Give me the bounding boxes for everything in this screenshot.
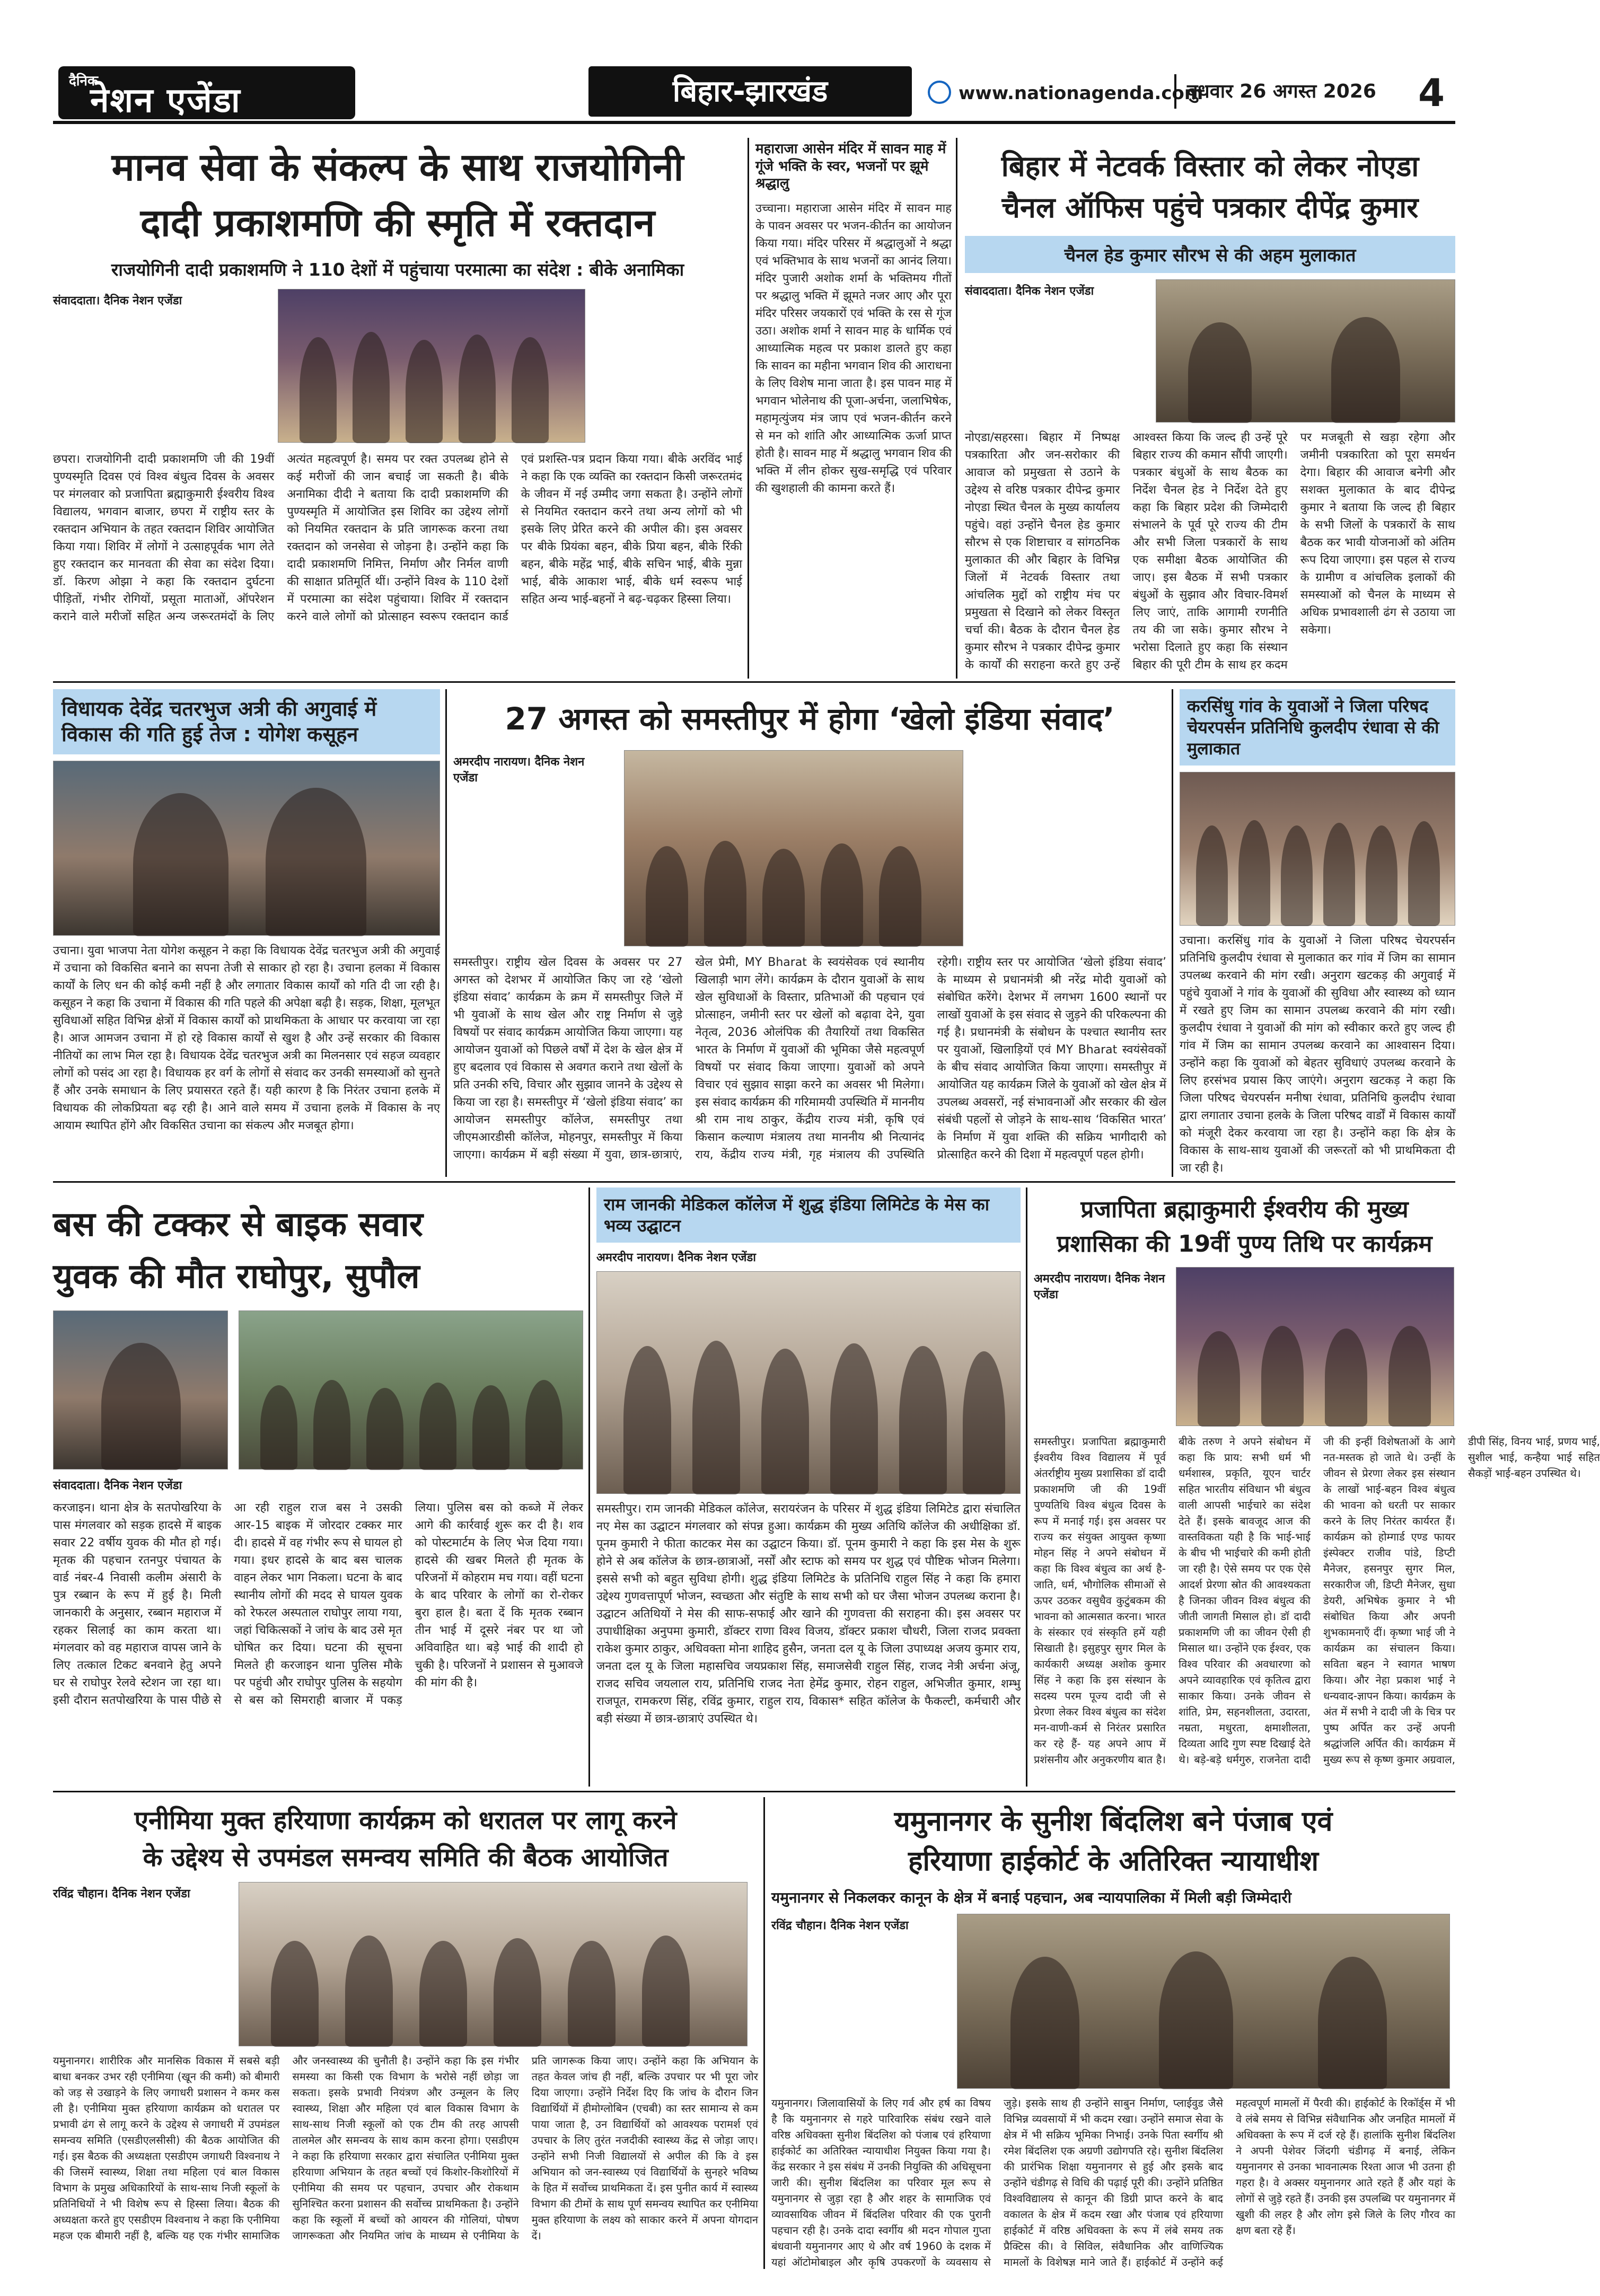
row-divider [53,1181,1455,1183]
globe-icon [928,81,951,104]
article-body: उचाना। युवा भाजपा नेता योगेश कसूहन ने कहा कि विधायक देवेंद्र चतरभुज अत्री की अगुवाई में उचाना को विकसित बनाने का सपना तेजी से साकार हो रहा है। उचाना हलका में विकास कार्यों के लिए धन की कोई कमी नहीं है और लगातार विकास कार्यों को गति दी जा रही है। कसूहन ने कहा कि उचाना में विकास की गति पहले की अपेक्षा बढ़ी है। सड़क, शिक्षा, मूलभूत सुविधाओं सहित विभिन्न क्षेत्रों में विकास कार्यों को प्राथमिकता के आधार पर करवाया जा रहा है। आज आमजन उचाना में हो रहे विकास कार्यों से खुश है और उन्हें सरकार की विकास नीतियों का लाभ मिल रहा है। विधायक देवेंद्र चतरभुज अत्री का मिलनसार एवं सहज व्यवहार लोगों को पसंद आ रहा है। विधायक हर वर्ग के लोगों से संवाद कर उनकी समस्याओं को सुनते हैं और उनके समाधान के लिए प्रयासरत रहते हैं। यही कारण है कि निरंतर उचाना हलके में विधायक की लोकप्रियता बढ़ रही है। आने वाले समय में उचाना हलके में विकास के नए आयाम स्थापित होंगे और विकसित उचाना का संकल्प और मजबूत होगा। [53,944,440,1132]
page-number: 4 [1418,71,1445,115]
article-photo [957,1914,1450,2089]
article-headline: दादी प्रकाशमणि की स्मृति में रक्तदान [140,200,655,245]
article-sawan [755,140,952,676]
article-headline: युवक की मौत राघोपुर, सुपौल [53,1257,420,1296]
article-body: उच्चाना। महाराजा आसेन मंदिर में सावन माह के पावन अवसर पर भजन-कीर्तन का आयोजन किया गया। मंदिर परिसर में श्रद्धालुओं ने श्रद्धा एवं भक्तिभाव के साथ भजनों का आनंद लिया। मंदिर पुजारी अशोक शर्मा के भक्तिमय गीतों पर श्रद्धालु भक्ति में झूमते नजर आए और पूरा मंदिर परिसर जयकारों एवं भक्ति के रस से गूंज उठा। अशोक शर्मा ने सावन माह के धार्मिक एवं आध्यात्मिक महत्व पर प्रकाश डालते हुए कहा कि सावन का महीना भगवान शिव की आराधना के लिए विशेष माना जाता है। इस पावन माह में भगवान भोलेनाथ की पूजा-अर्चना, जलाभिषेक, महामृत्युंजय मंत्र जाप एवं भजन-कीर्तन करने से मन को शांति और आध्यात्मिक ऊर्जा प्राप्त होती है। सावन माह में श्रद्धालु भगवान शिव की भक्ति में लीन होकर सुख-समृद्धि एवं परिवार की खुशहाली की कामना करते हैं। [755,201,952,495]
article-body: समस्तीपुर। प्रजापिता ब्रह्माकुमारी ईश्वरीय विश्व विद्यालय में पूर्व अंतर्राष्ट्रीय मुख्य प्रशासिका डॉ दादी प्रकाशमणि जी की 19वीं पुण्यतिथि विश्व बंधुत्व दिवस के रूप में मनाई गई। इस अवसर पर राज्य कर संयुक्त आयुक्त कृष्णा मोहन सिंह ने अपने संबोधन में कहा कि विश्व बंधुत्व का अर्थ है- जाति, धर्म, भौगोलिक सीमाओं से ऊपर उठकर वसुधैव कुटुंबकम की भावना को आत्मसात करना। भारत के संस्कार एवं संस्कृति हमें यही सिखाती है। इसुहपुर सुगर मिल के कार्यकारी अध्यक्ष अशोक कुमार सिंह ने कहा कि इस संस्थान के सदस्य परम पूज्य दादी जी से प्रेरणा लेकर विश्व बंधुत्व का संदेश मन-वाणी-कर्म से निरंतर प्रसारित कर रहे हैं- यह अपने आप में प्रशंसनीय और अनुकरणीय बात है। बीके तरुण ने अपने संबोधन में कहा कि प्राय: सभी धर्म भी धर्मशास्त्र, प्रकृति, यूएन चार्टर सहित भारतीय संविधान भी बंधुत्व वाली आपसी भाईचारे का संदेश देते हैं। इसके बावजूद आज की वास्तविकता यही है कि भाई-भाई के बीच भी भाईचारे की कमी होती जा रही है। ऐसे समय पर एक ऐसे आदर्श प्रेरणा स्रोत की आवश्यकता है जिनका जीवन विश्व बंधुत्व की जीती जागती मिसाल हो। डॉ दादी प्रकाशमणि जी का जीवन ऐसी ही मिसाल था। उन्होंने एक ईश्वर, एक विश्व परिवार की अवधारणा को अपने व्यावहारिक एवं कृतित्व द्वारा साकार किया। उनके जीवन से शांति, प्रेम, सहनशीलता, उदारता, नम्रता, मधुरता, क्षमाशीलता, दिव्यता आदि गुण स्पष्ट दिखाई देते थे। बड़े-बड़े धर्मगुरु, राजनेता दादी जी की इन्हीं विशेषताओं के आगे नत-मस्तक हो जाते थे। उन्हीं के जीवन से प्रेरणा लेकर इस संस्थान के लाखों भाई-बहन विश्व बंधुत्व की भावना को धरती पर साकार करने के लिए निरंतर कार्यरत हैं। कार्यक्रम को होम्गार्ड एण्ड फायर इंस्पेक्टर राजीव पांडे, डिप्टी मैनेजर, हसनपुर सुगर मिल, सरकारीज जी, डिप्टी मैनेजर, सुधा डेयरी, अभिषेक कुमार ने भी संबोधित किया और अपनी शुभकामनाएँ दीं। कृष्णा भाई जी ने कार्यक्रम का संचालन किया। सविता बहन ने स्वागत भाषण किया। और नेहा प्रकाश भाई ने धन्यवाद-ज्ञापन किया। कार्यक्रम के अंत में सभी ने दादी जी के चित्र पर पुष्प अर्पित कर उन्हें अपनी श्रद्धांजलि अर्पित की। कार्यक्रम में मुख्य रूप से कृष्ण कुमार अग्रवाल, डीपी सिंह, विनय भाई, प्रणय भाई, सुशील भाई, कन्हैया भाई सहित सैकड़ों भाई-बहन उपस्थित थे। [1034,1435,1600,1766]
article-headline: करसिंधु गांव के युवाओं ने जिला परिषद चेयरपर्सन प्रतिनिधि कुलदीप रंधावा से की मुलाकात [1180,689,1455,766]
article-body: यमुनानगर। शारीरिक और मानसिक विकास में सबसे बड़ी बाधा बनकर उभर रही एनीमिया (खून की कमी) को बीमारी को जड़ से उखाड़ने के लिए जगाधरी प्रशासन ने कमर कस ली है। एनीमिया मुक्त हरियाणा कार्यक्रम को धरातल पर प्रभावी ढंग से लागू करने के उद्देश्य से जगाधरी में उपमंडल समन्वय समिति (एसडीएलसीसी) की बैठक आयोजित की गई। इस बैठक की अध्यक्षता एसडीएम जगाधरी विश्वनाथ ने की जिसमें स्वास्थ्य, शिक्षा तथा महिला एवं बाल विकास विभाग के प्रमुख अधिकारियों के साथ-साथ निजी स्कूलों के प्रतिनिधियों ने भी विशेष रूप से हिस्सा लिया। बैठक की अध्यक्षता करते हुए एसडीएम विश्वनाथ ने कहा कि एनीमिया महज एक बीमारी नहीं है, बल्कि यह एक गंभीर सामाजिक और जनस्वास्थ्य की चुनौती है। उन्होंने कहा कि इस गंभीर समस्या का किसी एक विभाग के भरोसे नहीं छोड़ा जा सकता। इसके प्रभावी नियंत्रण और उन्मूलन के लिए स्वास्थ्य, शिक्षा और महिला एवं बाल विकास विभाग के साथ-साथ निजी स्कूलों को एक टीम की तरह आपसी तालमेल और समन्वय के साथ काम करना होगा। एसडीएम ने कहा कि हरियाणा सरकार द्वारा संचालित एनीमिया मुक्त हरियाणा अभियान के तहत बच्चों एवं किशोर-किशोरियों में एनीमिया की समय पर पहचान, उपचार और रोकथाम सुनिश्चित करना प्रशासन की सर्वोच्च प्राथमिकता है। उन्होंने कहा कि स्कूलों में बच्चों को आयरन की गोलियां, पोषण जागरूकता और नियमित जांच के माध्यम से एनीमिया के प्रति जागरूक किया जाए। उन्होंने कहा कि अभियान के तहत केवल जांच ही नहीं, बल्कि उपचार पर भी पूरा जोर दिया जाएगा। उन्होंने निर्देश दिए कि जांच के दौरान जिन विद्यार्थियों में हीमोग्लोबिन (एचबी) का स्तर सामान्य से कम पाया जाता है, उन विद्यार्थियों को आवश्यक परामर्श एवं उपचार के लिए तुरंत नजदीकी स्वास्थ्य केंद्र से जोड़ा जाए। उन्होंने सभी निजी विद्यालयों से अपील की कि वे इस अभियान को जन-स्वास्थ्य एवं विद्यार्थियों के सुनहरे भविष्य के हित में सर्वोच्च प्राथमिकता दें। इस पुनीत कार्य में स्वास्थ्य विभाग की टीमों के साथ पूर्ण समन्वय स्थापित कर एनीमिया मुक्त हरियाणा के लक्ष्य को साकार करने में अपना योगदान दें। [53,2054,758,2242]
article-network [965,133,1455,679]
article-photo [624,750,963,946]
column-divider [956,138,957,679]
article-byline: रविंद्र चौहान। दैनिक नेशन एजेंडा [53,1887,190,1901]
column-divider [1026,1187,1027,1787]
article-subhead: यमुनानगर से निकलकर कानून के क्षेत्र में बनाई पहचान, अब न्यायपालिका में मिली बड़ी जिम्मेदारी [771,1889,1291,1906]
article-body: नोएडा/सहरसा। बिहार में निष्पक्ष पत्रकारिता और जन-सरोकार की आवाज को प्रमुखता से उठाने के उद्देश्य से वरिष्ठ पत्रकार दीपेन्द्र कुमार नोएडा स्थित चैनल के मुख्य कार्यालय पहुंचे। वहां उन्होंने चैनल हेड कुमार सौरभ से एक शिष्टाचार व सांगठनिक मुलाकात की और बिहार के विभिन्न जिलों में नेटवर्क विस्तार तथा आंचलिक मुद्दों को राष्ट्रीय मंच पर प्रमुखता से दिखाने को लेकर विस्तृत चर्चा की। बैठक के दौरान चैनल हेड कुमार सौरभ ने पत्रकार दीपेन्द्र कुमार के कार्यों की सराहना करते हुए उन्हें आश्वस्त किया कि जल्द ही उन्हें पूरे बिहार राज्य की कमान सौंपी जाएगी। पत्रकार बंधुओं के साथ बैठक का निर्देश चैनल हेड ने निर्देश देते हुए कहा कि बिहार प्रदेश की जिम्मेदारी संभालने के पूर्व पूरे राज्य की टीम और सभी जिला पत्रकारों के साथ एक समीक्षा बैठक आयोजित की जाए। इस बैठक में सभी पत्रकार बंधुओं के सुझाव और विचार-विमर्श लिए जाएं, ताकि आगामी रणनीति तय की जा सके। कुमार सौरभ ने भरोसा दिलाते हुए कहा कि संस्थान बिहार की पूरी टीम के साथ हर कदम पर मजबूती से खड़ा रहेगा और जमीनी पत्रकारिता को पूरा समर्थन देगा। बिहार की आवाज बनेगी और सशक्त मुलाकात के बाद दीपेन्द्र कुमार ने बताया कि जल्द ही बिहार के सभी जिलों के पत्रकारों के साथ बैठक कर भावी योजनाओं को अंतिम रूप दिया जाएगा। इस पहल से राज्य के ग्रामीण व आंचलिक इलाकों की समस्याओं को चैनल के माध्यम से अधिक प्रभावशाली ढंग से उठाया जा सकेगा। [965,431,1455,672]
website-link[interactable]: www.nationagenda.com [959,83,1203,104]
column-divider [763,1797,765,2269]
article-yamunanagar [771,1797,1455,2269]
column-divider [445,689,447,1177]
article-subhead: चैनल हेड कुमार सौरभ से की अहम मुलाकात [965,236,1455,273]
article-headline: महाराजा आसेन मंदिर में सावन माह में गूंजे भक्ति के स्वर, भजनों पर झूमे श्रद्धालु [755,141,946,191]
article-byline: रविंद्र चौहान। दैनिक नेशन एजेंडा [771,1919,909,1932]
article-headline: बस की टक्कर से बाइक सवार [53,1205,423,1244]
article-rajyogini [53,133,742,679]
article-khelo [453,689,1166,1177]
article-headline: 27 अगस्त को समस्तीपुर में होगा ‘खेलो इंडिया संवाद’ [505,701,1115,737]
article-subhead: राजयोगिनी दादी प्रकाशमणि ने 110 देशों में पहुंचाया परमात्मा का संदेश : बीके अनामिका [111,259,684,280]
article-bus [53,1187,583,1787]
article-headline: चैनल ऑफिस पहुंचे पत्रकार दीपेंद्र कुमार [1001,190,1419,224]
article-headline: राम जानकी मेडिकल कॉलेज में शुद्ध इंडिया लिमिटेड के मेस का भव्य उद्घाटन [596,1187,1021,1243]
article-photo [1156,279,1455,423]
logo-small-text: दैनिक [69,73,98,89]
article-photo [1180,772,1455,926]
masthead-rule [53,121,1455,124]
row-divider [53,681,1455,683]
article-body: यमुनानगर। जिलावासियों के लिए गर्व और हर्ष का विषय है कि यमुनानगर से गहरे पारिवारिक संबंध रखने वाले वरिष्ठ अधिवक्ता सुनीश बिंदलिश को पंजाब एवं हरियाणा हाईकोर्ट का अतिरिक्त न्यायाधीश नियुक्त किया गया है। केंद्र सरकार ने इस संबंध में उनकी नियुक्ति की अधिसूचना जारी की। सुनीश बिंदलिश का परिवार मूल रूप से यमुनानगर से जुड़ा रहा है और शहर के सामाजिक एवं व्यावसायिक जीवन में बिंदलिश परिवार की एक पुरानी पहचान रही है। उनके दादा स्वर्गीय श्री मदन गोपाल गुप्ता बंधवानी यमुनानगर आए थे और वर्ष 1960 के दशक में यहां ऑटोमोबाइल और कृषि उपकरणों के व्यवसाय से जुड़े। इसके साथ ही उन्होंने साबुन निर्माण, प्लाईवुड जैसे विभिन्न व्यवसायों में भी कदम रखा। उन्होंने समाज सेवा के क्षेत्र में भी सक्रिय भूमिका निभाई। उनके पिता स्वर्गीय श्री रमेश बिंदलिश एक अग्रणी उद्योगपति रहे। सुनीश बिंदलिश की प्रारंभिक शिक्षा यमुनानगर से हुई और इसके बाद उन्होंने चंडीगढ़ से विधि की पढ़ाई पूरी की। उन्होंने प्रतिष्ठित विश्वविद्यालय से कानून की डिग्री प्राप्त करने के बाद वकालत के क्षेत्र में कदम रखा और पंजाब एवं हरियाणा हाईकोर्ट में वरिष्ठ अधिवक्ता के रूप में लंबे समय तक प्रैक्टिस की। वे सिविल, संवैधानिक और वाणिज्यिक मामलों के विशेषज्ञ माने जाते हैं। हाईकोर्ट में उन्होंने कई महत्वपूर्ण मामलों में पैरवी की। हाईकोर्ट के रिकॉर्ड्स में भी वे लंबे समय से विभिन्न संवैधानिक और जनहित मामलों में अधिवक्ता के रूप में दर्ज रहे हैं। हालांकि सुनीश बिंदलिश ने अपनी पेशेवर जिंदगी चंडीगढ़ में बनाई, लेकिन यमुनानगर से उनका भावनात्मक रिश्ता आज भी उतना ही गहरा है। वे अक्सर यमुनानगर आते रहते हैं और यहां के लोगों से जुड़े रहते हैं। उनकी इस उपलब्धि पर यमुनानगर में खुशी की लहर है और लोग इसे जिले के लिए गौरव का क्षण बता रहे हैं। [771,2097,1455,2268]
article-ramjanki [596,1187,1021,1787]
article-yogesh [53,689,440,1177]
article-photo [53,761,440,936]
article-prajapita [1034,1187,1600,1787]
article-headline: प्रशासिका की 19वीं पुण्य तिथि पर कार्यक्रम [1057,1230,1432,1257]
column-divider [588,1187,590,1787]
article-photo [239,1882,748,2046]
article-karsindhu [1180,689,1455,1177]
article-body: करजाइन। थाना क्षेत्र के सतपोखरिया के पास मंगलवार को सड़क हादसे में बाइक सवार 22 वर्षीय युवक की मौत हो गई। मृतक की पहचान रतनपुर पंचायत के वार्ड नंबर-4 निवासी कलीम अंसारी के पुत्र रब्बान के रूप में हुई है। मिली जानकारी के अनुसार, रब्बान महाराज में रहकर सिलाई का काम करता था। मंगलवार को वह महाराज वापस जाने के लिए तत्काल टिकट बनवाने हेतु अपने घर से राघोपुर रेलवे स्टेशन जा रहा था। इसी दौरान सतपोखरिया के पास पीछे से आ रही राहुल राज बस ने उसकी आर-15 बाइक में जोरदार टक्कर मार दी। हादसे में वह गंभीर रूप से घायल हो गया। इधर हादसे के बाद बस चालक वाहन लेकर भाग निकला। घटना के बाद स्थानीय लोगों की मदद से घायल युवक को रेफरल अस्पताल राघोपुर लाया गया, जहां चिकित्सकों ने जांच के बाद उसे मृत घोषित कर दिया। घटना की सूचना मिलते ही करजाइन थाना पुलिस मौके पर पहुंची और राघोपुर पुलिस के सहयोग से बस को सिमराही बाजार में पकड़ लिया। पुलिस बस को कब्जे में लेकर आगे की कार्रवाई शुरू कर दी है। शव को पोस्टमार्टम के लिए भेज दिया गया। हादसे की खबर मिलते ही मृतक के परिजनों में कोहराम मच गया। वहीं घटना के बाद परिवार के लोगों का रो-रोकर बुरा हाल है। बता दें कि मृतक रब्बान तीन भाई में दूसरे नंबर पर था जो अविवाहित था। बड़े भाई की शादी हो चुकी है। परिजनों ने प्रशासन से मुआवजे की मांग की है। [53,1501,583,1707]
article-headline: एनीमिया मुक्त हरियाणा कार्यक्रम को धरातल पर लागू करने [134,1806,677,1835]
article-photo [53,1310,228,1470]
row-divider [53,1791,1455,1792]
article-anemia [53,1797,758,2269]
article-headline: मानव सेवा के संकल्प के साथ राजयोगिनी [111,145,684,189]
article-headline: यमुनानगर के सुनीश बिंदलिश बने पंजाब एवं [894,1806,1333,1837]
article-byline: अमरदीप नारायण। दैनिक नेशन एजेंडा [1034,1272,1165,1301]
website-block [928,80,1203,106]
article-headline: के उद्देश्य से उपमंडल समन्वय समिति की बैठक आयोजित [143,1843,669,1872]
article-photo [239,1310,583,1470]
article-body: समस्तीपुर। राष्ट्रीय खेल दिवस के अवसर पर 27 अगस्त को देशभर में आयोजित किए जा रहे ‘खेलो इंडिया संवाद’ कार्यक्रम के क्रम में समस्तीपुर जिले में भी युवाओं के साथ खेल और राष्ट्र निर्माण से जुड़े विषयों पर संवाद कार्यक्रम आयोजित किया जाएगा। यह आयोजन युवाओं को पिछले वर्षों में देश के खेल क्षेत्र में हुए बदलाव एवं विकास से अवगत कराने तथा खेलों के प्रति उनकी रुचि, विचार और सुझाव जानने के उद्देश्य से किया जा रहा है। समस्तीपुर में ‘खेलो इंडिया संवाद’ का आयोजन समस्तीपुर कॉलेज, समस्तीपुर तथा जीएमआरडीसी कॉलेज, मोहनपुर, समस्तीपुर में किया जाएगा। कार्यक्रम में बड़ी संख्या में युवा, छात्र-छात्राएं, खेल प्रेमी, MY Bharat के स्वयंसेवक एवं स्थानीय खिलाड़ी भाग लेंगे। कार्यक्रम के दौरान युवाओं के साथ खेल सुविधाओं के विस्तार, प्रतिभाओं की पहचान एवं प्रोत्साहन, जमीनी स्तर पर खेलों को बढ़ावा देने, युवा नेतृत्व, 2036 ओलंपिक की तैयारियों तथा विकसित भारत के निर्माण में युवाओं की भूमिका जैसे महत्वपूर्ण विषयों पर संवाद किया जाएगा। युवाओं को अपने विचार एवं सुझाव साझा करने का अवसर भी मिलेगा। इस संवाद कार्यक्रम की गरिमामयी उपस्थिति में माननीय श्री राम नाथ ठाकुर, केंद्रीय राज्य मंत्री, कृषि एवं किसान कल्याण मंत्रालय तथा माननीय श्री नित्यानंद राय, केंद्रीय राज्य मंत्री, गृह मंत्रालय की उपस्थिति रहेगी। राष्ट्रीय स्तर पर आयोजित ‘खेलो इंडिया संवाद’ के माध्यम से प्रधानमंत्री श्री नरेंद्र मोदी युवाओं को संबोधित करेंगे। देशभर में लगभग 1600 स्थानों पर लाखों युवाओं के इस संवाद से जुड़ने की परिकल्पना की गई है। प्रधानमंत्री के संबोधन के पश्चात स्थानीय स्तर पर युवाओं, खिलाड़ियों एवं MY Bharat स्वयंसेवकों के बीच संवाद आयोजित किया जाएगा। समस्तीपुर में आयोजित यह कार्यक्रम जिले के युवाओं को खेल क्षेत्र में उपलब्ध अवसरों, नई संभावनाओं और सरकार की खेल संबंधी पहलों से जोड़ने के साथ-साथ ‘विकसित भारत’ के निर्माण में युवा शक्ति की सक्रिय भागीदारी को प्रोत्साहित करने की दिशा में महत्वपूर्ण पहल होगी। [453,955,1166,1162]
article-body: उचाना। करसिंधु गांव के युवाओं ने जिला परिषद चेयरपर्सन प्रतिनिधि कुलदीप रंधावा से मुलाकात कर गांव में जिम का सामान उपलब्ध करवाने की मांग रखी। अनुराग खटकड़ की अगुवाई में पहुंचे युवाओं ने गांव के युवाओं की सुविधा और स्वास्थ्य को ध्यान में रखते हुए जिम का सामान उपलब्ध करवाने की मांग रखी। कुलदीप रंधावा ने युवाओं की मांग को स्वीकार करते हुए जल्द ही गांव में जिम का सामान उपलब्ध करवाने का आश्वासन दिया। उन्होंने कहा कि युवाओं को बेहतर सुविधाएं उपलब्ध करवाने के लिए हरसंभव प्रयास किए जाएंगे। अनुराग खटकड़ ने कहा कि जिला परिषद चेयरपर्सन मनीषा रंधावा, प्रतिनिधि कुलदीप रंधावा द्वारा लगातार उचाना हलके के जिला परिषद वार्डों में विकास कार्यों को मंजूरी देकर करवाया जा रहा है। उन्होंने कहा कि क्षेत्र के विकास के साथ-साथ युवाओं की जरूरतों को भी प्राथमिकता दी जा रही है। [1180,934,1455,1175]
newspaper-logo [58,66,355,119]
article-photo [1176,1267,1454,1426]
article-headline: विधायक देवेंद्र चतरभुज अत्री की अगुवाई में विकास की गति हुई तेज : योगेश कसूहन [53,689,440,754]
article-headline: प्रजापिता ब्रह्माकुमारी ईश्वरीय की मुख्य [1080,1196,1409,1223]
article-byline: संवाददाता। दैनिक नेशन एजेंडा [53,1479,182,1492]
article-headline: बिहार में नेटवर्क विस्तार को लेकर नोएडा [1001,149,1419,183]
masthead [0,0,1503,125]
section-title: बिहार-झारखंड [588,66,912,117]
article-byline: संवाददाता। दैनिक नेशन एजेंडा [965,285,1094,298]
issue-date: बुधवार 26 अगस्त 2026 [1174,74,1402,109]
logo-main-text: नेशन एजेंडा [90,81,241,120]
article-photo [278,289,585,443]
article-body: छपरा। राजयोगिनी दादी प्रकाशमणि जी की 19वीं पुण्यस्मृति दिवस एवं विश्व बंधुत्व दिवस के अवसर पर मंगलवार को प्रजापिता ब्रह्माकुमारी ईश्वरीय विश्व विद्यालय, भगवान बाजार, छपरा में राष्ट्रीय स्तर के रक्तदान अभियान के तहत रक्तदान शिविर आयोजित किया गया। शिविर में लोगों ने उत्साहपूर्वक भाग लेते हुए रक्तदान कर मानवता की सेवा का संदेश दिया। डॉ. किरण ओझा ने कहा कि रक्तदान दुर्घटना पीड़ितों, गंभीर रोगियों, प्रसूता माताओं, ऑपरेशन कराने वाले मरीजों सहित अन्य जरूरतमंदों के लिए अत्यंत महत्वपूर्ण है। समय पर रक्त उपलब्ध होने से कई मरीजों की जान बचाई जा सकती है। बीके अनामिका दीदी ने बताया कि दादी प्रकाशमणि की पुण्यस्मृति में आयोजित इस शिविर का उद्देश्य लोगों को नियमित रक्तदान के प्रति जागरूक करना तथा रक्तदान को जनसेवा से जोड़ना है। उन्होंने कहा कि दादी प्रकाशमणि निमित्त, निर्माण और निर्मल वाणी की साक्षात प्रतिमूर्ति थीं। उन्होंने विश्व के 110 देशों में परमात्मा का संदेश पहुंचाया। शिविर में रक्तदान करने वाले लोगों को प्रोत्साहन स्वरूप रक्तदान कार्ड एवं प्रशस्ति-पत्र प्रदान किया गया। बीके अरविंद भाई ने कहा कि एक व्यक्ति का रक्तदान किसी जरूरतमंद के जीवन में नई उम्मीद जगा सकता है। उन्होंने लोगों से नियमित रक्तदान करने तथा अन्य लोगों को भी इसके लिए प्रेरित करने की अपील की। इस अवसर पर बीके प्रियंका बहन, बीके प्रिया बहन, बीके रिंकी बहन, बीके महेंद्र भाई, बीके सचिन भाई, बीके मुन्ना भाई, बीके आकाश भाई, बीके धर्म स्वरूप भाई सहित अन्य भाई-बहनों ने बढ़-चढ़कर हिस्सा लिया। [53,453,742,623]
article-byline: अमरदीप नारायण। दैनिक नेशन एजेंडा [596,1251,756,1264]
article-byline: संवाददाता। दैनिक नेशन एजेंडा [53,294,182,307]
column-divider [1172,689,1173,1177]
article-body: समस्तीपुर। राम जानकी मेडिकल कॉलेज, सरायरंजन के परिसर में शुद्ध इंडिया लिमिटेड द्वारा संचालित नए मेस का उद्घाटन मंगलवार को संपन्न हुआ। कार्यक्रम की मुख्य अतिथि कॉलेज की अधीक्षिका डॉ. पूनम कुमारी ने फीता काटकर मेस का उद्घाटन किया। डॉ. पूनम कुमारी ने कहा कि इस मेस के शुरू होने से अब कॉलेज के छात्र-छात्राओं, नर्सों और स्टाफ को समय पर शुद्ध एवं पौष्टिक भोजन मिलेगा। इससे सभी को बहुत सुविधा होगी। शुद्ध इंडिया लिमिटेड के प्रतिनिधि राहुल सिंह ने कहा कि हमारा उद्देश्य गुणवत्तापूर्ण भोजन, स्वच्छता और संतुष्टि के साथ सभी को घर जैसा भोजन उपलब्ध कराना है। उद्घाटन अतिथियों ने मेस की साफ-सफाई और खाने की गुणवत्ता की सराहना की। इस अवसर पर उपाधीक्षिका अनुपमा कुमारी, डॉक्टर राणा विश्व विजय, डॉक्टर प्रकाश चौधरी, जिला राजद प्रवक्ता राकेश कुमार ठाकुर, अधिवक्ता मोना शाहिद हुसैन, जनता दल यू के जिला उपाध्यक्ष अजय कुमार राय, जनता दल यू के जिला महासचिव जयप्रकाश सिंह, समाजसेवी राहुल सिंह, राजद नेत्री अर्चना अंजू, राजद सचिव जयलाल राय, प्रतिनिधि राजद नेता हेमेंद्र कुमार, रोहन राहुल, अभिजीत कुमार, शम्भु राजपूत, रामकरण सिंह, रविंद्र कुमार, राहुल राय, विकास* सहित कॉलेज के फैकल्टी, कर्मचारी और बड़ी संख्या में छात्र-छात्राएं उपस्थित थे। [596,1502,1021,1726]
article-photo [596,1271,1021,1494]
column-divider [748,138,749,679]
article-byline: अमरदीप नारायण। दैनिक नेशन एजेंडा [453,755,585,785]
article-headline: हरियाणा हाईकोर्ट के अतिरिक्त न्यायाधीश [908,1845,1319,1877]
